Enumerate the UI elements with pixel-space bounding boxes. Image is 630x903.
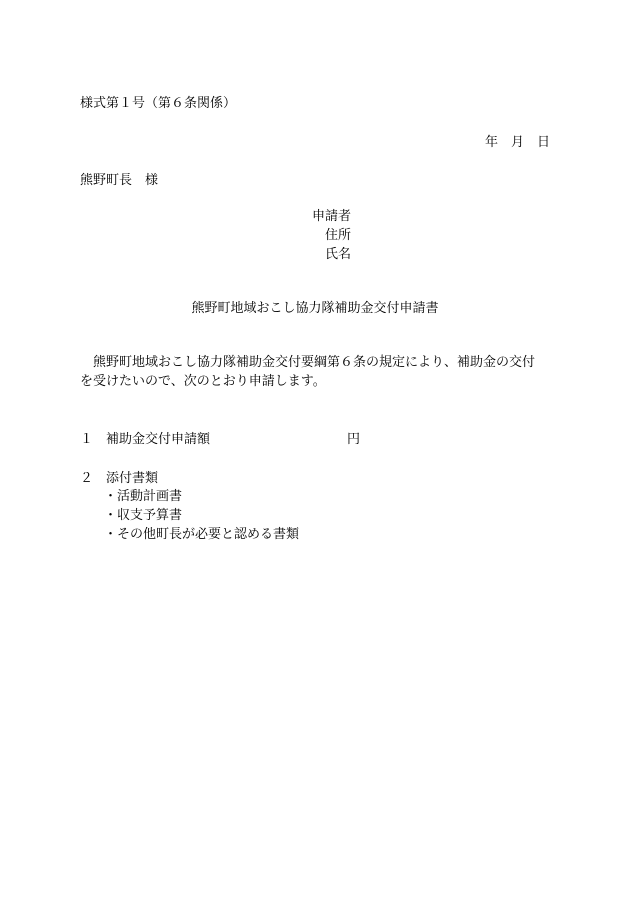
form-number: 様式第１号（第６条関係）: [80, 96, 237, 111]
attachment-item: ・その他町長が必要と認める書類: [104, 527, 300, 542]
date-year: 年: [485, 135, 499, 150]
applicant-label: 申請者: [312, 209, 352, 224]
item-application-amount: [80, 430, 361, 449]
name-label: 氏名: [325, 247, 352, 262]
body-line-2: を受けたいので、次のとおり申請します。: [80, 374, 326, 389]
body-line-1: 熊野町地域おこし協力隊補助金交付要綱第６条の規定により、補助金の交付: [80, 355, 536, 370]
item2-label: 添付書類: [106, 471, 159, 486]
applicant-block: [312, 207, 351, 264]
addressee: 熊野町長 様: [80, 173, 159, 188]
body-text: [80, 353, 550, 391]
address-label: 住所: [325, 228, 352, 243]
attachment-item: ・活動計画書: [104, 489, 183, 504]
date-day: 日: [537, 135, 551, 150]
item1-label: 補助金交付申請額: [106, 432, 211, 447]
date-month: 月: [511, 135, 525, 150]
document-title: 熊野町地域おこし協力隊補助金交付申請書: [191, 301, 439, 316]
attachment-list: [104, 487, 299, 544]
item1-unit: 円: [347, 432, 361, 447]
item2-number: ２: [80, 471, 94, 486]
date-line: [485, 133, 550, 152]
item1-number: １: [80, 432, 94, 447]
item-attachments: [80, 469, 158, 488]
attachment-item: ・収支予算書: [104, 508, 183, 523]
